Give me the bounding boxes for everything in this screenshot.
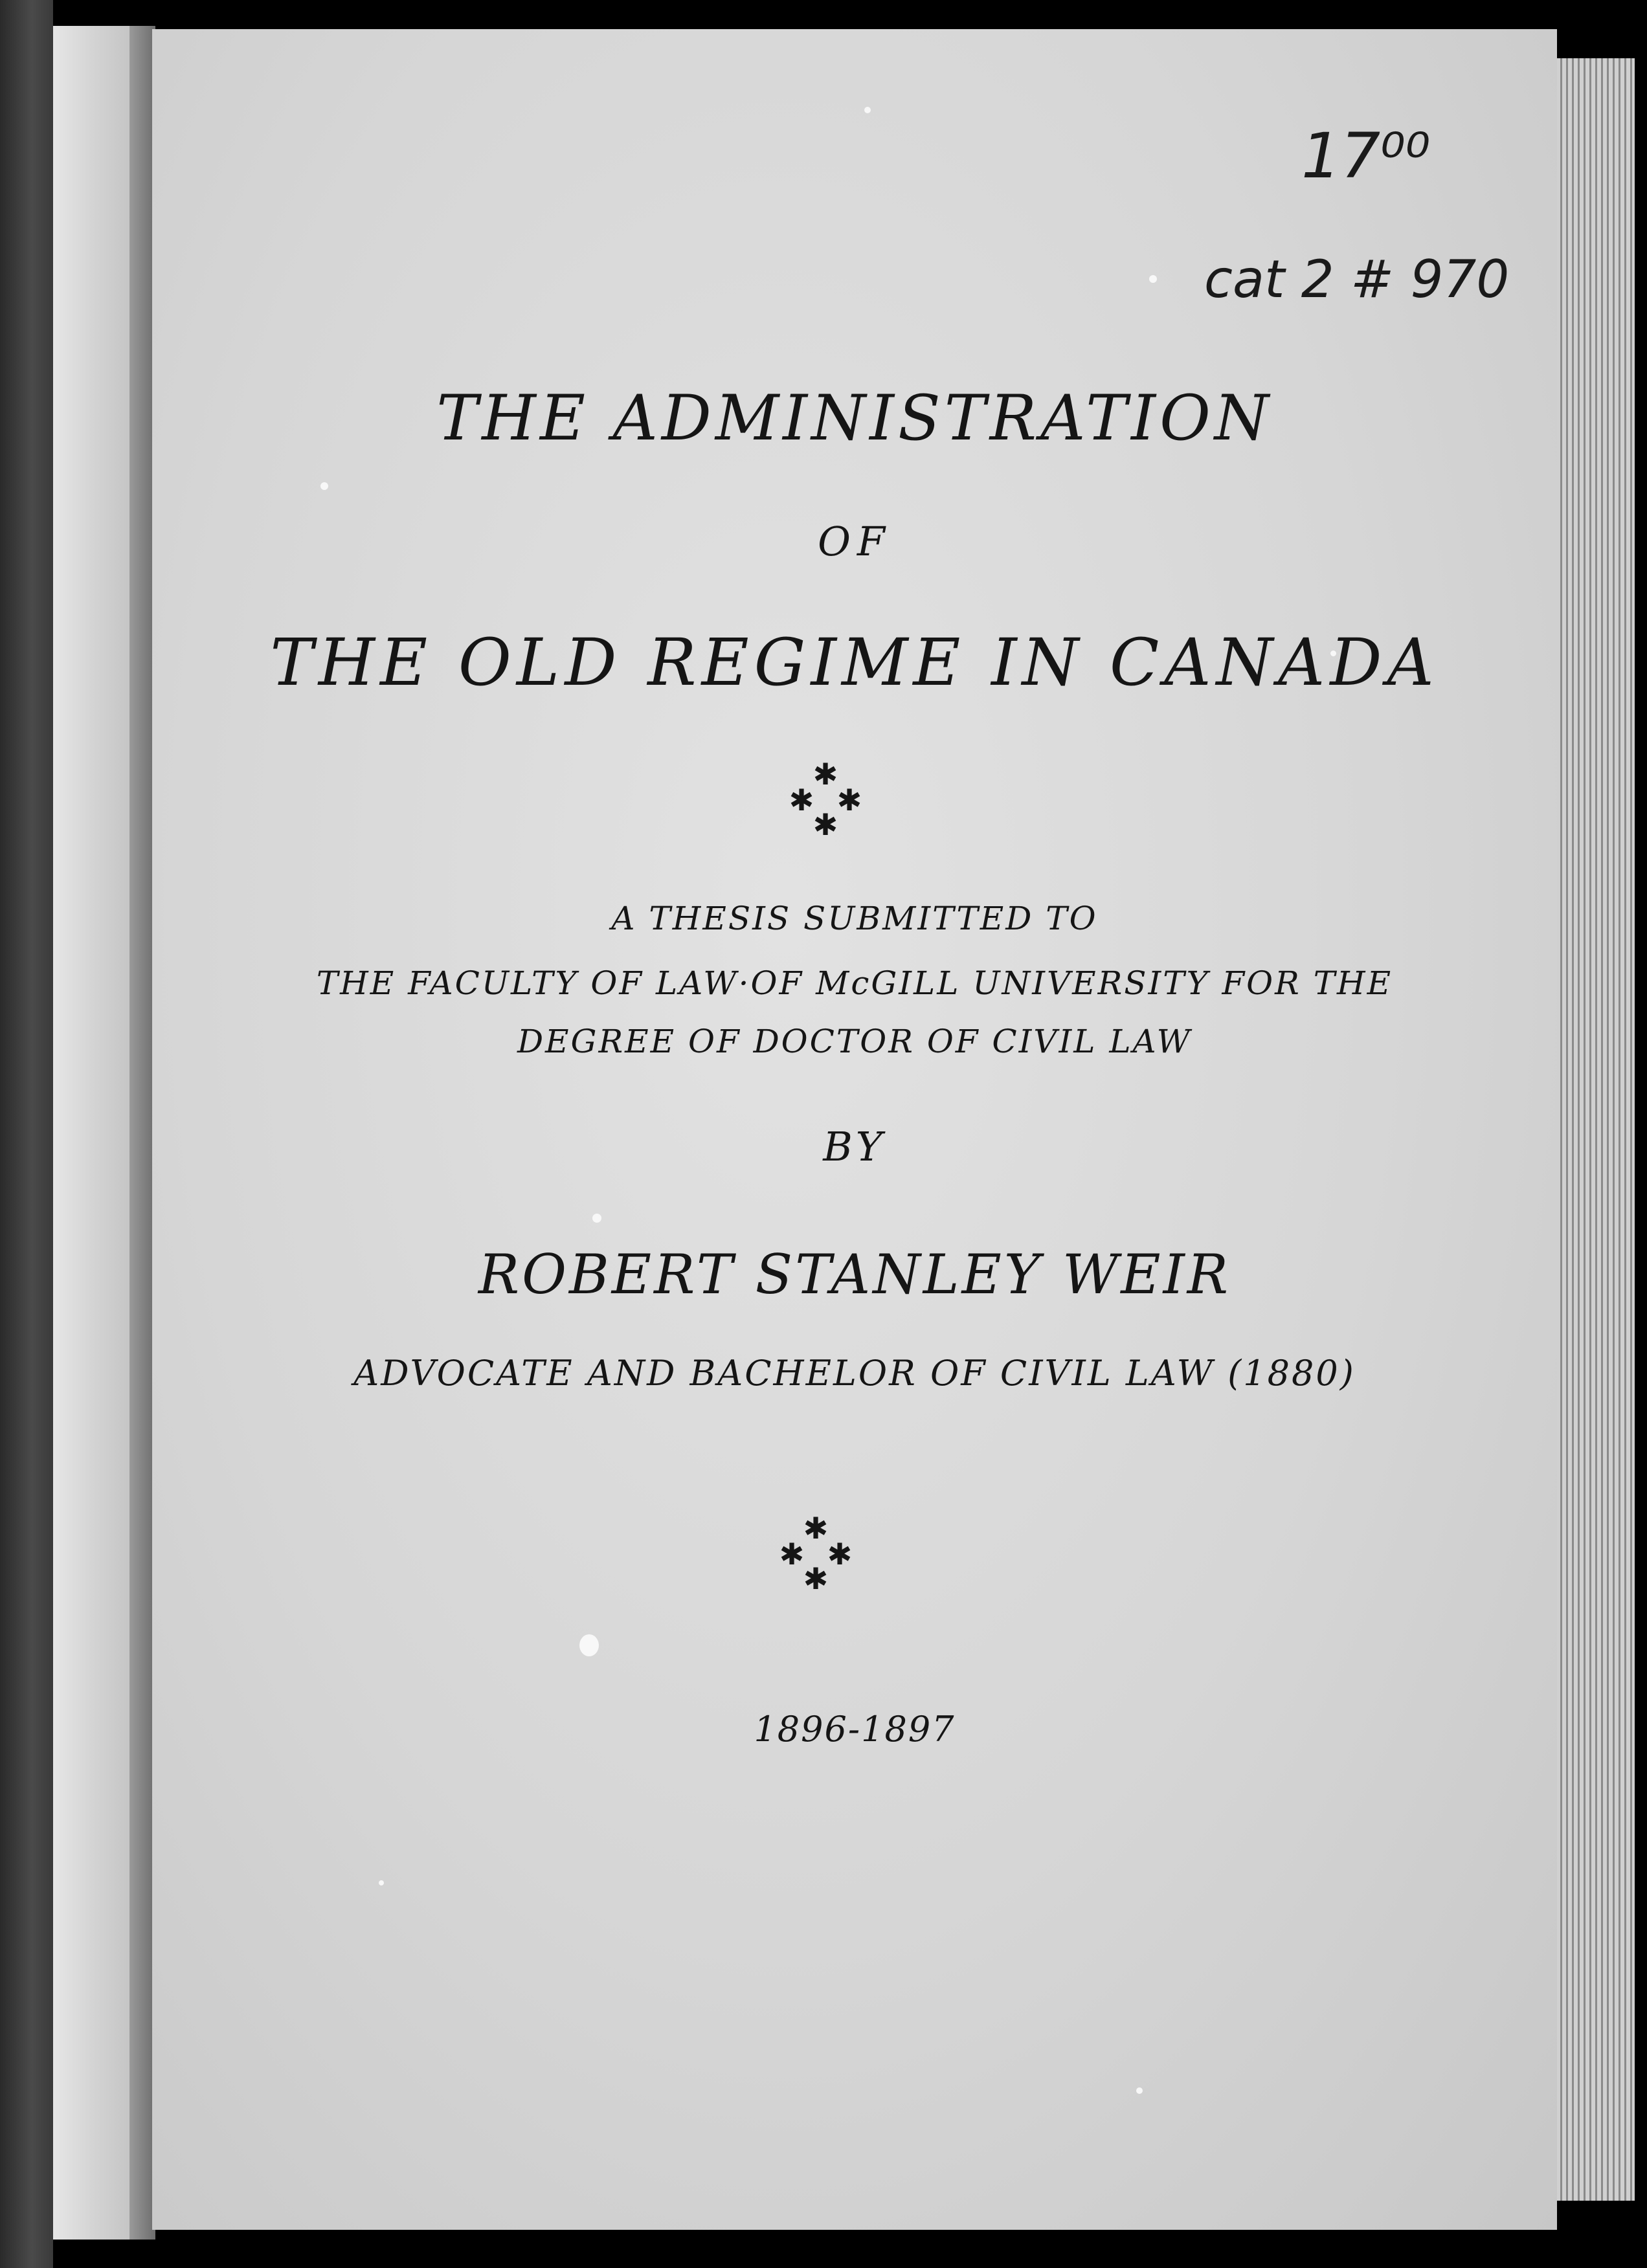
title-connector: OF: [818, 518, 891, 565]
asterism-ornament-icon: [783, 757, 868, 841]
thesis-statement-line-3: DEGREE OF DOCTOR OF CIVIL LAW: [517, 1023, 1193, 1060]
scan-speck: [1149, 275, 1157, 283]
handwritten-price: 17⁰⁰: [1301, 120, 1431, 192]
svg-text:✱: ✱: [789, 783, 814, 817]
publication-years: 1896-1897: [754, 1709, 956, 1750]
scan-speck: [379, 1880, 384, 1885]
scan-speck: [1136, 2087, 1143, 2094]
svg-text:✱: ✱: [812, 757, 838, 792]
svg-text:✱: ✱: [827, 1537, 853, 1572]
author-credential: ADVOCATE AND BACHELOR OF CIVIL LAW (1880): [353, 1353, 1356, 1394]
spine-shadow: [129, 26, 155, 2240]
svg-text:✱: ✱: [779, 1537, 805, 1572]
title-line-1: THE ADMINISTRATION: [436, 382, 1273, 454]
thesis-statement-line-1: A THESIS SUBMITTED TO: [611, 900, 1098, 937]
svg-text:✱: ✱: [836, 783, 862, 817]
svg-text:✱: ✱: [803, 1561, 829, 1595]
by-line: BY: [823, 1123, 886, 1170]
scan-speck: [864, 107, 871, 113]
svg-text:✱: ✱: [812, 807, 838, 841]
book-cover-board: [0, 0, 53, 2268]
svg-text:✱: ✱: [803, 1511, 829, 1546]
title-line-2: THE OLD REGIME IN CANADA: [270, 625, 1439, 700]
scan-speck: [579, 1634, 599, 1656]
thesis-statement-line-2: THE FACULTY OF LAW·OF McGILL UNIVERSITY FOR THE: [316, 964, 1393, 1002]
handwritten-catalog-number: cat 2 # 970: [1204, 249, 1510, 309]
scan-speck: [592, 1214, 601, 1223]
asterism-ornament-icon: [774, 1511, 858, 1595]
scan-speck: [320, 482, 328, 490]
author-name: ROBERT STANLEY WEIR: [478, 1243, 1231, 1306]
stacked-page-edges: [1551, 58, 1635, 2201]
